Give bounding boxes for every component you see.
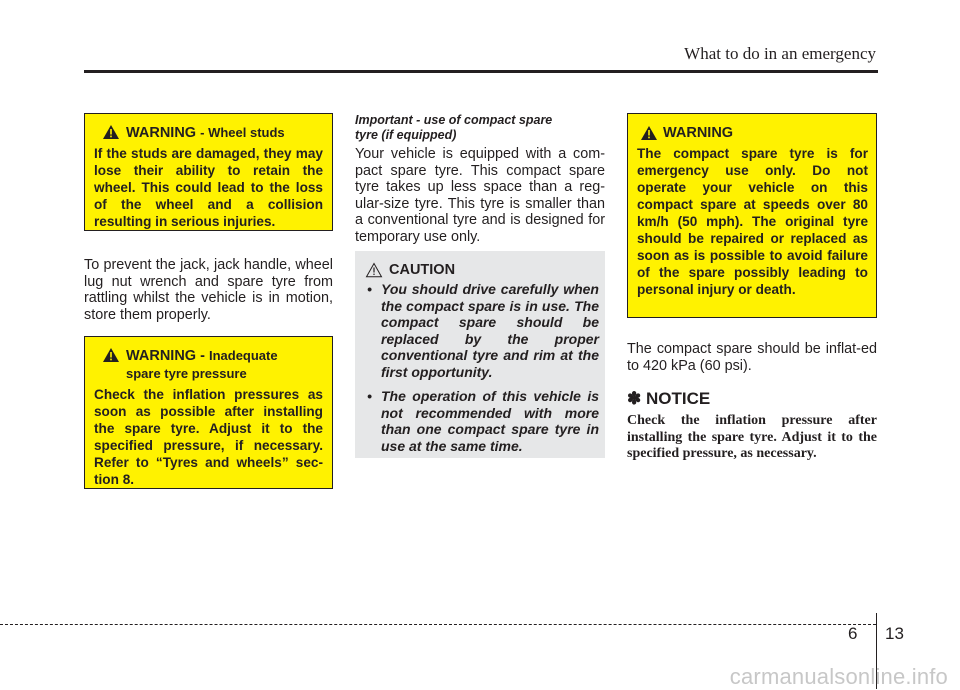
warning-triangle-icon (102, 347, 120, 363)
warning-body: If the studs are damaged, they may lose their ability to retain the wheel. This could lead to the loss of the wheel and a collision resulting in serious injuries. (94, 146, 323, 229)
heading-line-2: tyre (if equipped) (355, 128, 457, 142)
warning-subtitle: Inadequate (208, 348, 278, 363)
warning-label: WARNING - (126, 348, 205, 364)
bullet: • (367, 388, 372, 404)
warning-label: WARNING (126, 125, 197, 141)
caution-item (359, 281, 599, 380)
notice-symbol-icon: ✽ (627, 389, 642, 408)
warning-subtitle-line2: spare tyre pressure (126, 366, 247, 381)
warning-body: The compact spare tyre is for emergency use only. Do not operate your vehicle on this compact spare at speeds over 80 km/h (50 mph). The original tyre should be repaired or replaced as soon as is possible to avoid failure of the spare possibly leading to personal injury or death. (637, 146, 868, 297)
warning-box-compact-spare (627, 113, 877, 318)
warning-box-tyre-pressure (84, 336, 333, 489)
page-number: 13 (885, 624, 904, 643)
compact-spare-paragraph: Your vehicle is equipped with a com-pact spare tyre. This compact spare tyre takes up less space than a reg-ular-size tyre. This tyre is smaller than a conventional tyre and is designed for temporary use only. (355, 146, 605, 245)
caution-box (355, 251, 605, 458)
warning-label: WARNING (663, 125, 734, 141)
notice-label: NOTICE (645, 389, 711, 408)
storage-paragraph: To prevent the jack, jack handle, wheel lug nut wrench and spare tyre from rattling whilst the vehicle is in motion, store them properly. (84, 257, 333, 323)
bullet: • (367, 281, 372, 297)
footer-rule (0, 624, 876, 625)
warning-triangle-icon (640, 125, 658, 141)
compact-spare-heading (355, 113, 605, 143)
notice-body: Check the inflation pressure after installing the spare tyre. Adjust it to the specified pressure, as necessary. (627, 413, 877, 461)
notice-heading (627, 389, 877, 409)
warning-box-wheel-studs (84, 113, 333, 231)
section-title: What to do in an emergency (684, 44, 876, 63)
watermark: carmanualsonline.info (729, 664, 948, 689)
heading-line-1: Important - use of compact spare (355, 113, 553, 127)
warning-body: Check the inflation pressures as soon as possible after installing the spare tyre. Adjust it to the specified pressure, if necessary. Refer to “Tyres and wheels” sec-tion 8. (94, 387, 323, 487)
caution-triangle-icon (365, 262, 383, 278)
header-rule (84, 70, 878, 73)
caution-item-text: You should drive carefully when the compact spare is in use. The compact spare should be replaced by the proper conventional tyre and rim at the first opportunity. (381, 281, 599, 380)
inflation-paragraph: The compact spare should be inflat-ed to 420 kPa (60 psi). (627, 341, 877, 374)
caution-item (359, 388, 599, 454)
warning-subtitle: - Wheel studs (200, 125, 285, 140)
caution-item-text: The operation of this vehicle is not recommended with more than one compact spare tyre in use at the same time. (381, 388, 599, 454)
chapter-number: 6 (848, 624, 858, 643)
caution-label: CAUTION (389, 262, 456, 278)
warning-triangle-icon (102, 124, 120, 140)
